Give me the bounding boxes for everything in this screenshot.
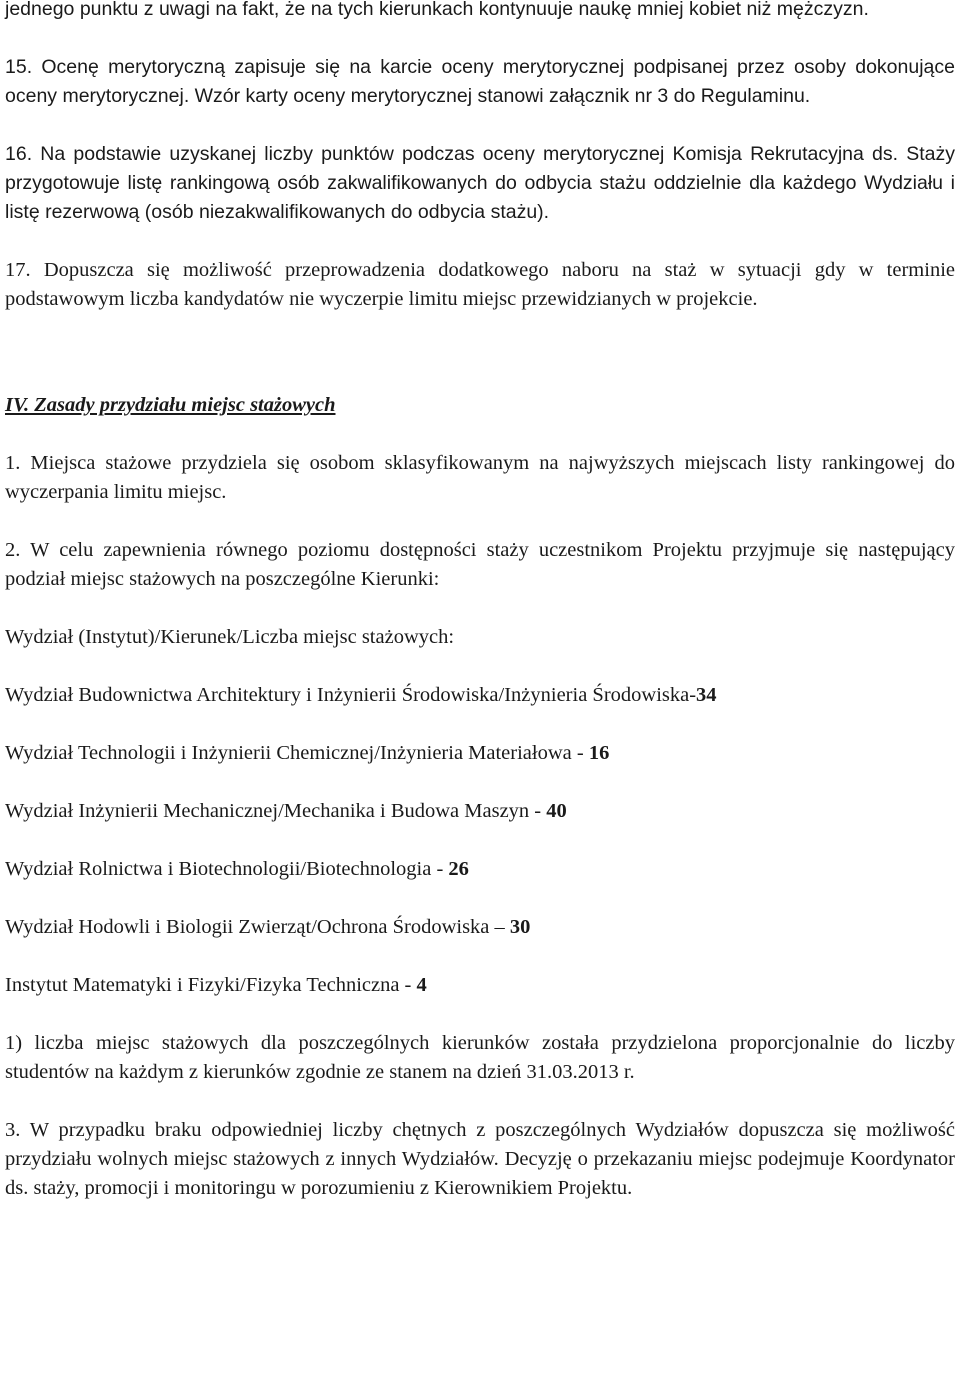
spacer (5, 24, 955, 53)
allocation-item (5, 739, 955, 797)
seat-count: 40 (546, 800, 567, 822)
allocation-item (5, 971, 955, 1029)
document-page (5, 0, 955, 1203)
rule-1: 1. Miejsca stażowe przydziela się osobom sklasyfikowanym na najwyższych miejscach listy rankingowej do wyczerpania limitu miejsc. (5, 452, 955, 503)
allocation-item (5, 797, 955, 855)
spacer (5, 507, 955, 536)
spacer (5, 314, 955, 391)
spacer (5, 1087, 955, 1116)
seat-count: 30 (509, 916, 531, 938)
paragraph-15: 15. Ocenę merytoryczną zapisuje się na karcie oceny merytorycznej podpisanej przez osoby dokonujące oceny merytorycznej. Wzór karty oceny merytorycznej stanowi załącznik nr 3 do Regulaminu. (5, 56, 955, 107)
allocation-item (5, 855, 955, 913)
spacer (5, 594, 955, 623)
allocation-header: Wydział (Instytut)/Kierunek/Liczba miejsc stażowych: (5, 626, 455, 648)
seat-count: 16 (588, 742, 610, 764)
faculty-name: Wydział Hodowli i Biologii Zwierząt/Ochrona Środowiska – (5, 916, 510, 938)
faculty-name: Wydział Budownictwa Architektury i Inżynierii Środowiska/Inżynieria Środowiska- (5, 684, 697, 706)
seat-count: 34 (696, 684, 717, 706)
paragraph-16: 16. Na podstawie uzyskanej liczby punktów podczas oceny merytorycznej Komisja Rekrutacyjna ds. Staży przygotowuje listę rankingową osób zakwalifikowanych do odbycia stażu oddzielnie dla każdego Wydziału i listę rezerwową (osób niezakwalifikowanych do odbycia stażu). (5, 143, 955, 223)
faculty-name: Instytut Matematyki i Fizyki/Fizyka Techniczna - (5, 974, 417, 996)
allocation-note: 1) liczba miejsc stażowych dla poszczególnych kierunków została przydzielona proporcjonalnie do liczby studentów na każdym z kierunków zgodnie ze stanem na dzień 31.03.2013 r. (5, 1032, 955, 1083)
rule-3: 3. W przypadku braku odpowiedniej liczby chętnych z poszczególnych Wydziałów dopuszcza się możliwość przydziału wolnych miejsc stażowych z innych Wydziałów. Decyzję o przekazaniu miejsc podejmuje Koordynator ds. staży, promocji i monitoringu w porozumieniu z Kierownikiem Projektu. (5, 1119, 955, 1199)
faculty-name: Wydział Inżynierii Mechanicznej/Mechanika i Budowa Maszyn - (5, 800, 547, 822)
allocation-item (5, 681, 955, 739)
allocation-list (5, 681, 955, 1029)
seat-count: 26 (448, 858, 469, 880)
spacer (5, 227, 955, 256)
paragraph-continuation: jednego punktu z uwagi na fakt, że na tych kierunkach kontynuuje naukę mniej kobiet niż mężczyzn. (5, 0, 869, 20)
spacer (5, 111, 955, 140)
rule-2: 2. W celu zapewnienia równego poziomu dostępności staży uczestnikom Projektu przyjmuje się następujący podział miejsc stażowych na poszczególne Kierunki: (5, 539, 955, 590)
spacer (5, 420, 955, 449)
allocation-item (5, 913, 955, 971)
section-heading: IV. Zasady przydziału miejsc stażowych (5, 394, 336, 416)
faculty-name: Wydział Technologii i Inżynierii Chemicznej/Inżynieria Materiałowa - (5, 742, 589, 764)
seat-count: 4 (416, 974, 427, 996)
paragraph-17: 17. Dopuszcza się możliwość przeprowadzenia dodatkowego naboru na staż w sytuacji gdy w terminie podstawowym liczba kandydatów nie wyczerpie limitu miejsc przewidzianych w projekcie. (5, 259, 955, 310)
faculty-name: Wydział Rolnictwa i Biotechnologii/Biotechnologia - (5, 858, 449, 880)
